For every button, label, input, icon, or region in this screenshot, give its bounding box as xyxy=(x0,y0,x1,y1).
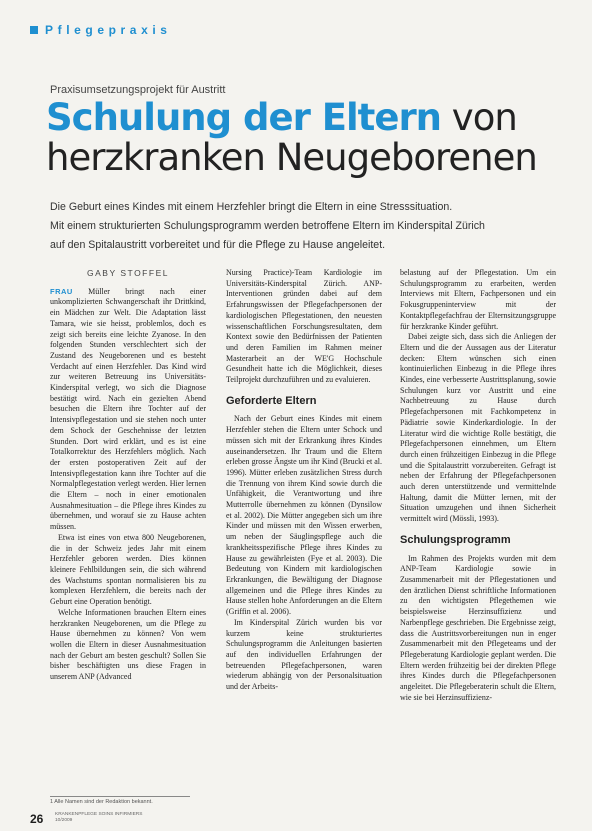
body-column-2 xyxy=(226,268,382,693)
footnote: 1 Alle Namen sind der Redaktion bekannt. xyxy=(50,799,153,805)
paragraph: Nursing Practice)-Team Kardiologie im Universitäts-Kinderspital Zürich. ANP-Interventionen gründen dabei auf dem Erfahrungswissen der Pflegefachpersonen der kardiologischen Pflegestationen, den neuesten wissenschaftlichen Forschungsresultaten, dem Kontext sowie den Bedürfnissen der Patienten und deren Familien im Rahmen meiner Masterarbeit an der WE'G Hochschule Gesundheit hatte ich die Möglichkeit, dieses Teilprojekt durchzuführen und zu evaluieren. xyxy=(226,268,382,385)
lead-word: FRAU xyxy=(50,286,73,296)
title-rest-line1: von xyxy=(441,96,517,139)
journal-issue: 10/2009 xyxy=(55,818,73,823)
paragraph xyxy=(50,287,206,533)
paragraph: Dabei zeigte sich, dass sich die Anliegen der Eltern und die der Aussagen aus der Literatur decken: Eltern wünschen sich einen kontinuierlichen Einbezug in die Pflege ihres Kindes, eine verbesserte Austrittsplanung, sowie Schulungen kurz vor Austritt und eine Nachbetreuung zu Hause durch Pflegefachpersonen mit Fachkompetenz in Pädiatrie sowie Kinderkardiologie. In der Literatur wird die wichtige Rolle bestätigt, die Pflegefachpersonen einnehmen, um Eltern durch einen frühzeitigen Einbezug in die Pflege und die Spitalaustritt vorzubereiten. Gefragt ist neben der Erfahrung der Pflegefachpersonen auch deren unterstützende und vermittelnde Haltung, damit die Mütter lernen, mit der Situation umzugehen und ihnen Sicherheit vermittelt wird (Mössli, 1993). xyxy=(400,332,556,524)
byline: GABY STOFFEL xyxy=(87,268,169,278)
paragraph: Welche Informationen brauchen Eltern eines herzkranken Neugeborenen, um die Pflege zu Hause übernehmen zu können? Von wem wollen die Eltern in dieser Ausnahmesituation nach der Geburt am besten geschult? Sollen Sie bisher beschäftigten uns diese Fragen in unserem ANP (Advanced xyxy=(50,607,206,682)
page-number: 26 xyxy=(30,812,44,826)
paragraph: Im Rahmen des Projekts wurden mit dem ANP-Team Kardiologie sowie in Zusammenarbeit mit der Pflegestationen und den ärztlichen Dienst schriftliche Informationen zu den wichtigsten Pflegethemen wie beispielsweise Herzinsuffizienz und Narbenpflege geschrieben. Die Ergebnisse zeigt, dass die Austrittsvorbereitungen nun in enger Zusammenarbeit mit den Pflegeteams und der Pflegeberatung Kardiologie geplant werden. Die Eltern werden frühzeitig bei der direkten Pflege ihres Kindes durch die Pflegefachpersonen angeleitet. Die Pflegeberaterin schult die Eltern, wie sie bei Herzinsuffizienz- xyxy=(400,553,556,702)
paragraph: Im Kinderspital Zürich wurden bis vor kurzem keine strukturiertes Schulungsprogramm die Anleitungen basierten auf den individuellen Erfahrungen der betreuenden Pflegefachpersonen, waren wiederum abhängig von der Personalsituation und der Arbeits- xyxy=(226,617,382,692)
footnote-rule xyxy=(50,796,190,797)
section-header xyxy=(30,23,172,37)
body-column-1 xyxy=(50,268,206,683)
journal-name: KRANKENPFLEGE SOINS INFIRMIERS xyxy=(55,812,143,817)
section-heading: Geforderte Eltern xyxy=(226,394,317,407)
article-lead xyxy=(50,198,570,255)
lead-line: auf den Spitalaustritt vorbereitet und für die Pflege zu Hause angeleitet. xyxy=(50,239,386,251)
section-square-icon xyxy=(30,26,38,34)
section-heading: Schulungsprogramm xyxy=(400,533,511,546)
lead-line: Mit einem strukturierten Schulungsprogramm werden betroffene Eltern im Kinderspital Zürich xyxy=(50,220,485,232)
article-title xyxy=(46,98,566,178)
body-column-3 xyxy=(400,268,556,703)
lead-line: Die Geburt eines Kindes mit einem Herzfehler bringt die Eltern in eine Stresssituation. xyxy=(50,201,453,213)
article-kicker: Praxisumsetzungsprojekt für Austritt xyxy=(50,84,226,96)
paragraph: Nach der Geburt eines Kindes mit einem Herzfehler stehen die Eltern unter Schock und müssen sich mit der Erkrankung ihres Kindes auseinandersetzen. Ihr Traum und die Eltern erleben grosse Ängste um ihr Kind (Brucki et al. 1996). Mütter erleben zusätzlichen Stress durch die Trennung von ihrem Kind sowie durch die Unfähigkeit, die Verantwortung und ihre Mutterrolle übernehmen zu können (Dynsilow et al. 2002). Die Mütter angegeben sich um ihre Kinder und müssen mit den Wissen erwerben, um neben der Säuglingspflege auch die krankheitsspezifische Pflege ihres Kindes zu Hause zu gewährleisten (Fye et al. 2003). Die Bedeutung von Kindern mit kardiologischen Erkrankungen, die Bewältigung der Diagnose allgemeinen und die Pflege ihres Kindes zu Hause stellen hohe Anforderungen an die Eltern (Griffin et al. 2006). xyxy=(226,414,382,617)
title-highlight: Schulung der Eltern xyxy=(46,96,442,139)
journal-info xyxy=(55,812,145,824)
section-label: Pflegepraxis xyxy=(45,23,172,37)
paragraph-text: Müller bringt nach einer unkomplizierten Schwangerschaft ihr Drittkind, ein Mädchen zur Welt. Die Adaptation lässt Tamara, wie sie heisst, problemlos, doch es zeigt sich bereits eine leichte Zyanose. In den folgenden Stunden verschlechtert sich der Zustand des Neugeborenen und es besteht Verdacht auf einen Herzfehler. Das Kind wird zur weiteren Betreuung ins Universitäts-Kinderspital verlegt, wo sich die Diagnose bestätigt wird. Nach ein gezielten Abend besuchen die Eltern ihre Tochter auf der Intensivpflegestation und sie stehen noch unter dem Schock der Geschehnisse der letzten Stunden. Dort wird erklärt, und es ist eine Totalkorrektur des Herzfehlers möglich. Nach der ersten postoperativen Zeit auf der Intensivpflegestation kann ihre Tochter auf die Normalpflegestation verlegt werden. Hier lernen die Eltern – noch in einer emotionalen Ausnahmesituation – die Pflege ihres Kindes zu übernehmen, und worauf sie zu Hause achten müssen. xyxy=(50,286,206,532)
title-line2: herzkranken Neugeborenen xyxy=(46,136,537,179)
paragraph: belastung auf der Pflegestation. Um ein Schulungsprogramm zu erarbeiten, werden Interviews mit Eltern, Fachpersonen und ein Fokusgruppeninterview mit der Kontaktpflegefachfrau der Elternsitzungsgruppe für herzkranke Kinder geführt. xyxy=(400,268,556,331)
paragraph: Etwa ist eines von etwa 800 Neugeborenen, die in der Schweiz jedes Jahr mit einem Herzfehler geboren werden. Dies können kleinere Fehlbildungen sein, die sich während des Wachstums spontan normalisieren bis zu komplexen Herzfehlern, die bereits nach der Geburt eine Operation benötigt. xyxy=(50,532,206,607)
